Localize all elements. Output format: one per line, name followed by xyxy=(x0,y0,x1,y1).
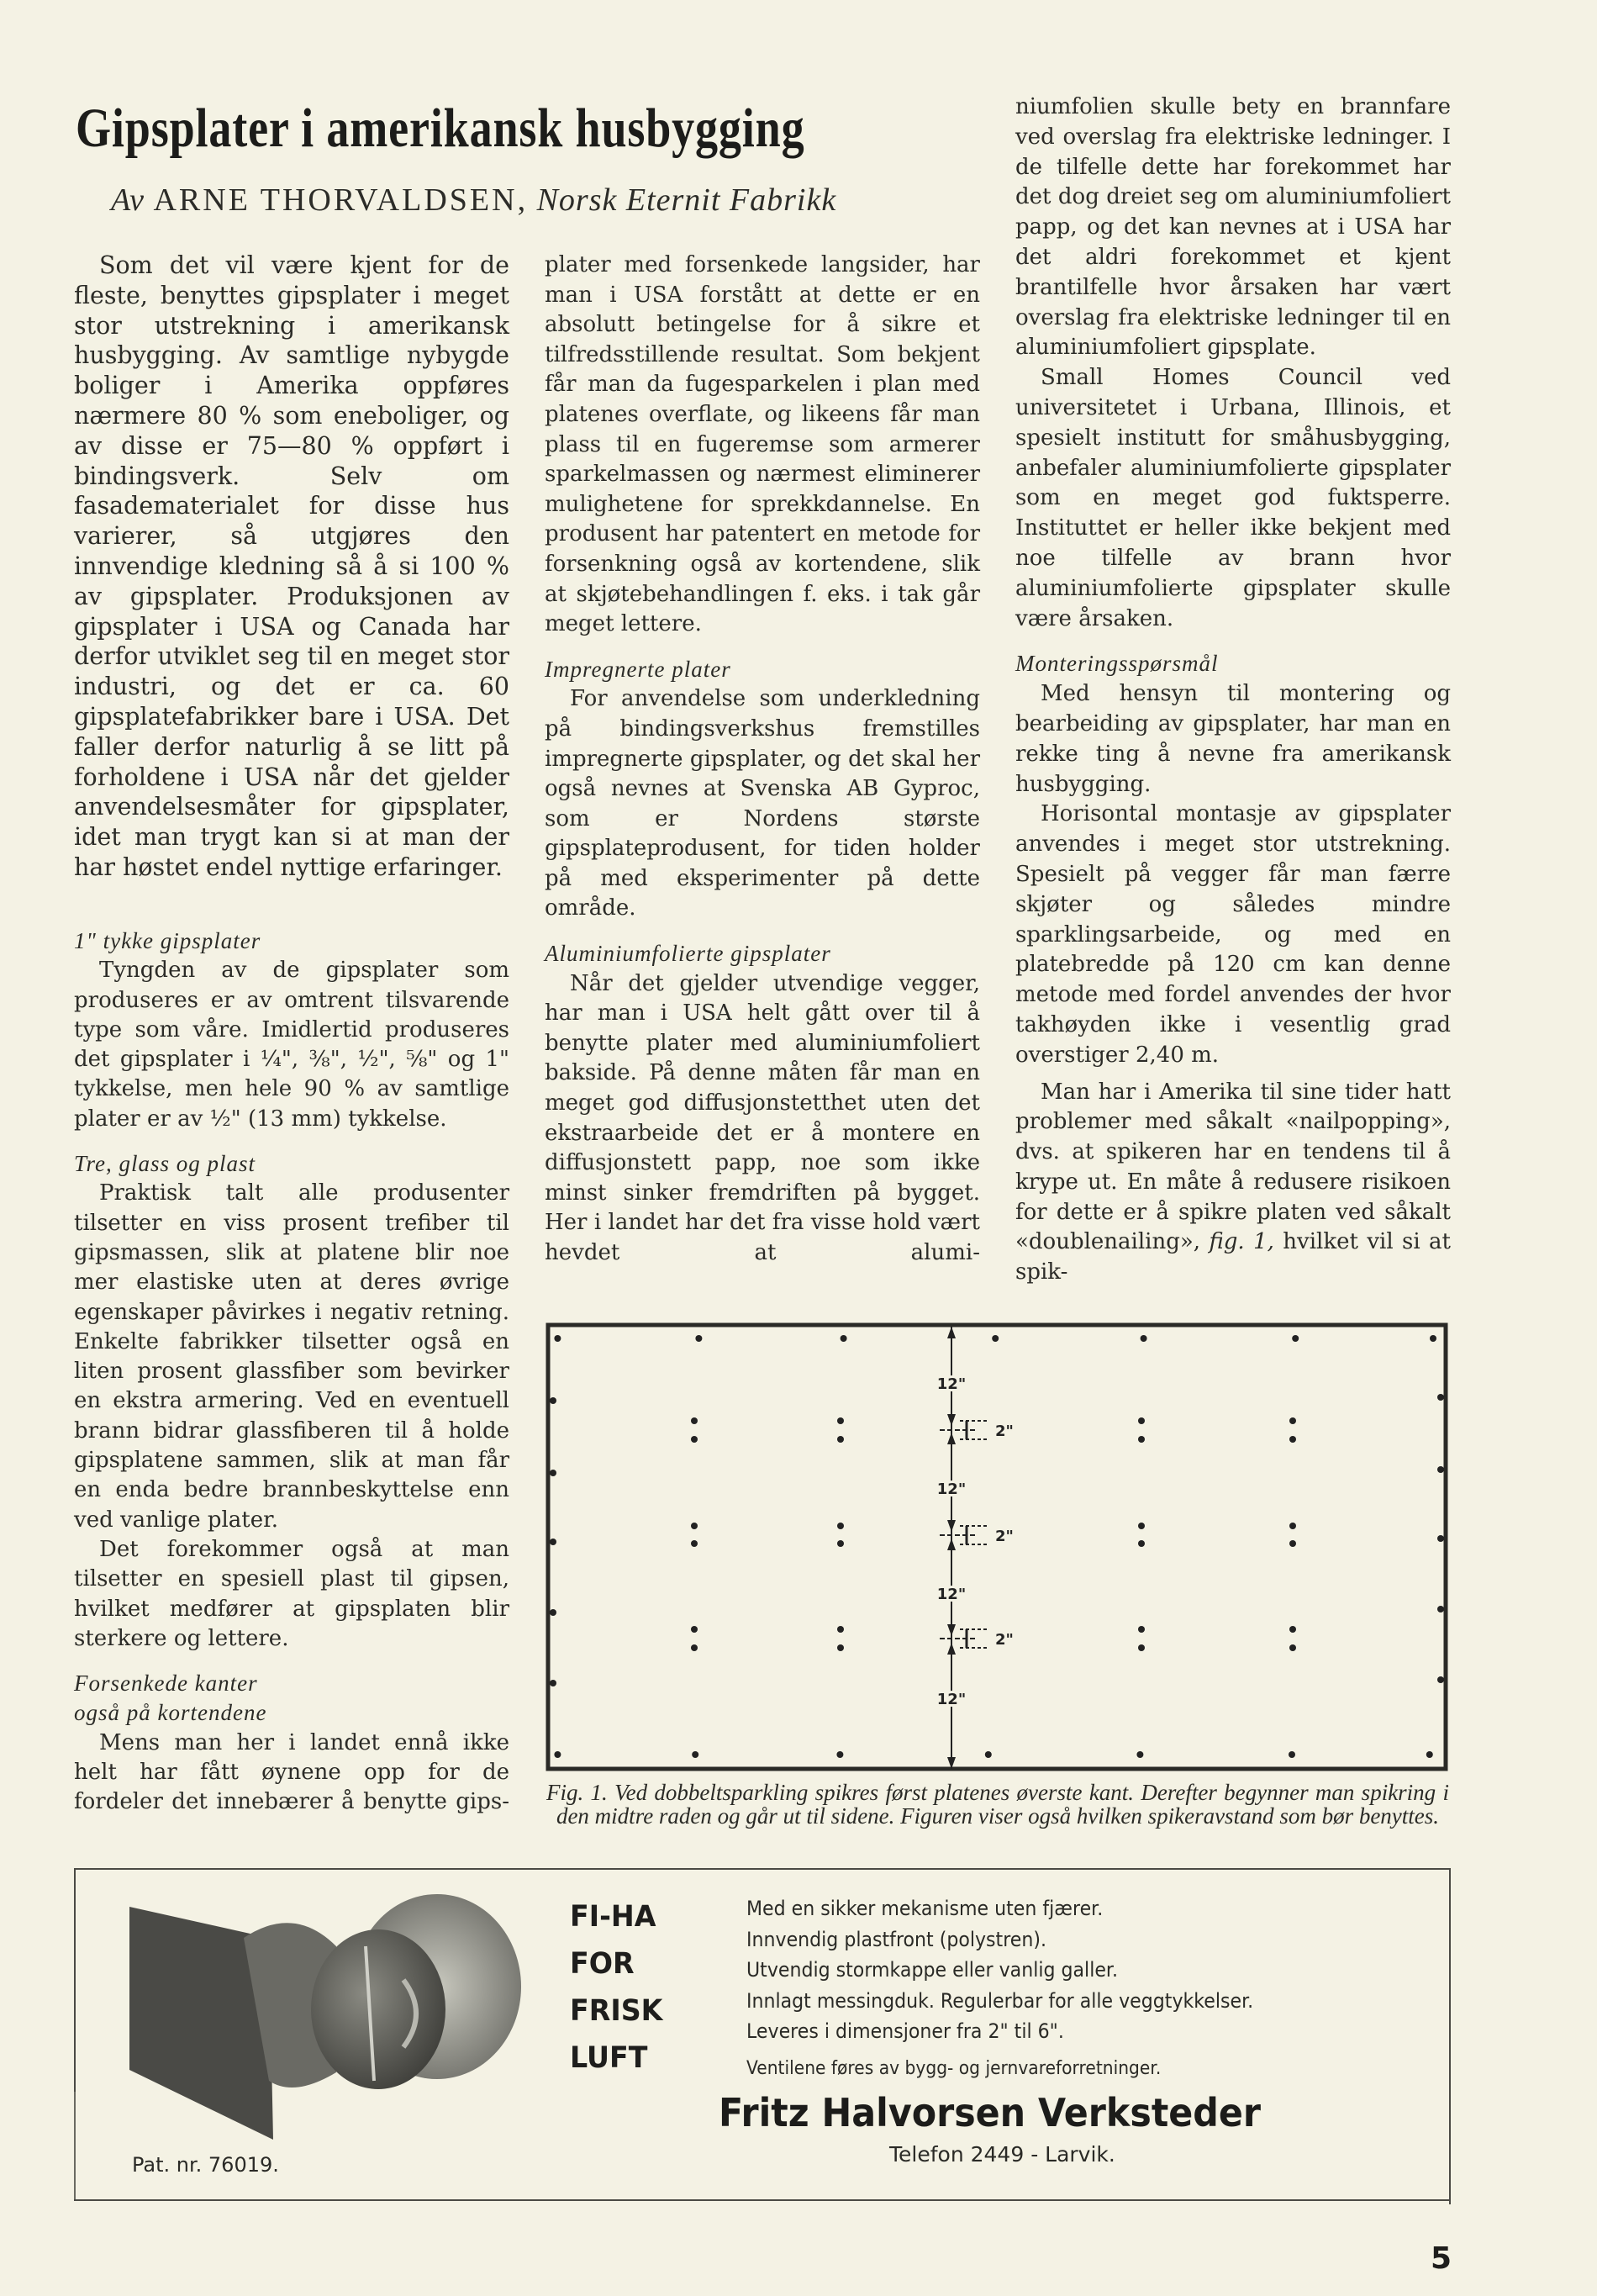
nail-point xyxy=(1136,1751,1143,1758)
paragraph xyxy=(1015,1078,1451,1289)
nail-point xyxy=(1437,1394,1444,1401)
nail-point xyxy=(691,1626,698,1633)
column-2 xyxy=(545,251,980,1269)
ad-left-rule-lower xyxy=(74,2092,76,2199)
ad-slogan xyxy=(570,1893,662,2082)
nail-point xyxy=(836,1751,843,1758)
author-affiliation: Norsk Eternit Fabrikk xyxy=(536,182,837,218)
section-heading: Monteringsspørsmål xyxy=(1015,651,1219,677)
nail-point xyxy=(691,1644,698,1651)
column-1 xyxy=(74,926,509,1818)
ad-features xyxy=(746,1893,1253,2084)
nail-point xyxy=(841,1335,847,1342)
feature-item: Med en sikker mekanisme uten fjærer. xyxy=(746,1897,1104,1920)
nail-point xyxy=(692,1751,698,1758)
paragraph: For anvendelse som underkledning på bindingsverkshus fremstilles impregnerte gipsplater, og det skal her også nevnes at Svenska AB Gyproc, som er Nordens største gipsplateprodusent, for tiden holder på med eksperimenter på dette område. xyxy=(545,686,980,921)
section-heading: Impregnerte plater xyxy=(545,656,731,682)
nail-point xyxy=(1437,1676,1444,1683)
paragraph: Small Homes Council ved universitetet i Urbana, Illinois, et spesielt institutt for småhusbygging, anbefaler aluminiumfolierte gipsplater som en meget god fuktsperre. Instituttet er heller ikke bekjent med noe tilfelle av brann hvor aluminiumfolierte gipsplater skulle være årsaken. xyxy=(1015,365,1451,631)
nail-point xyxy=(691,1540,698,1547)
paragraph: Mens man her i landet ennå ikke helt har fått øynene opp for de fordeler det innebærer å benytte gips- xyxy=(74,1729,509,1815)
arrowhead-up xyxy=(947,1433,956,1444)
nail-point xyxy=(837,1417,844,1424)
nail-point xyxy=(550,1470,556,1476)
nail-point xyxy=(992,1335,999,1342)
ventilation-valve-photo xyxy=(126,1887,530,2140)
intro-paragraph: Som det vil være kjent for de fleste, benyttes gipsplater i meget stor utstrekning i amerikansk husbygging. Av samtlige nybygde boliger i Amerika oppføres nærmere 80 % som eneboliger, og av disse er 75—80 % oppført i bindingsverk. Selv om fasadematerialet for disse hus varierer, så utgjøres den innvendige kledning så å si 100 % av gipsplater. Produksjonen av gipsplater i USA og Canada har derfor utviklet seg til en meget stor industri, og det er ca. 60 gipsplatefabrikker bare i USA. Det faller derfor naturlig å se litt på forholdene i USA når det gjelder anvendelsesmåter for gipsplater, idet man trygt kan si at man der har høstet endel nyttige erfaringer. xyxy=(74,251,509,881)
section-heading: Aluminiumfolierte gipsplater xyxy=(545,941,831,967)
nailing-diagram-svg xyxy=(545,1322,1451,1776)
nail-point xyxy=(1289,1417,1296,1424)
nail-point xyxy=(1437,1535,1444,1542)
dimension-lines xyxy=(937,1327,1014,1769)
slogan-line: FOR xyxy=(570,1947,635,1981)
slogan-line: FRISK xyxy=(570,1994,663,2028)
plate-outline xyxy=(548,1325,1446,1769)
nail-point xyxy=(1138,1417,1145,1424)
valve-image xyxy=(126,1887,530,2140)
dimension-label: 12" xyxy=(936,1586,967,1603)
byline-prefix: Av xyxy=(111,182,145,218)
feature-item: Innvendig plastfront (polystren). xyxy=(746,1927,1047,1951)
ad-right-rule xyxy=(1449,1868,1451,2204)
ad-bottom-rule xyxy=(74,2199,1451,2201)
slogan-line: FI-HA xyxy=(570,1900,656,1934)
nail-point xyxy=(1289,1540,1296,1547)
paragraph: Horisontal montasje av gipsplater anvendes i meget stor utstrekning. Spesielt på vegger får man færre skjøter og således mindre sparklingsarbeide, og med en platebredde på 120 cm kan denne metode med fordel anvendes der hvor takhøyden ikke i vesentlig grad overstiger 2,40 m. xyxy=(1015,801,1451,1068)
dimension-label: 12" xyxy=(936,1691,967,1708)
byline xyxy=(111,182,836,219)
paragraph-text: Man har i Amerika til sine tider hatt problemer med såkalt «nailpopping», dvs. at spikeren har en tendens til å krype ut. En måte å redusere risikoen for dette er å spikre platen ved såkalt «doublenailing», xyxy=(1015,1079,1451,1255)
nail-point xyxy=(1289,1644,1296,1651)
paragraph-text: hvilket vil si at spik- xyxy=(1015,1229,1452,1285)
nail-point xyxy=(1437,1606,1444,1612)
nail-point xyxy=(837,1626,844,1633)
nail-point xyxy=(695,1335,702,1342)
pair-spacing-label: 2" xyxy=(995,1528,1014,1545)
nail-point xyxy=(1426,1751,1433,1758)
paragraph: Praktisk talt alle produsenter tilsetter en viss prosent trefiber til gipsmassen, slik at platene blir noe mer elastiske uten at deres øvrige egenskaper påvirkes i negativ retning. Enkelte fabrikker tilsetter også en liten prosent glassfiber som bevirker en ekstra armering. Ved en eventuell brann bidrar glassfiberen til å holde gipsplatene sammen, slik at man får en enda bedre brannbeskyttelse enn ved vanlige plater. xyxy=(74,1180,509,1533)
nail-point xyxy=(1292,1335,1299,1342)
nail-point xyxy=(691,1436,698,1443)
nail-point xyxy=(1430,1335,1436,1342)
company-name: Fritz Halvorsen Verksteder xyxy=(719,2090,1262,2135)
paragraph: plater med forsenkede langsider, har man i USA forstått at dette er en absolutt betingelse for å sikre et tilfredsstillende resultat. Som bekjent får man da fugesparkelen i plan med platenes overflate, og likeens får man plass til en fugeremse som armerer sparkelmassen og nærmest eliminerer mulighetene for sprekkdannelse. En produsent har patentert en metode for forsenkning også av kortendene, slik at skjøtebehandlingen f. eks. i tak går meget lettere. xyxy=(545,252,980,637)
arrowhead-down xyxy=(947,1624,956,1636)
paragraph: Når det gjelder utvendige vegger, har man i USA helt gått over til å benytte plater med aluminiumfoliert bakside. På denne måten får man en meget god diffusjonstetthet uten det ekstraarbeide det er å montere en diffusjonstett papp, noe som ikke minst sinker fremdriften på bygget. Her i landet har det fra visse hold vært hevdet at alumi- xyxy=(545,970,980,1265)
section-heading: 1" tykke gipsplater xyxy=(74,928,261,953)
figure-caption: Fig. 1. Ved dobbeltsparkling spikres først platenes øverste kant. Derefter begynner man spikring i den midtre raden og går ut til sidene. Figuren viser også hvilken spikeravstand som bør benyttes. xyxy=(546,1780,1449,1829)
company-contact: Telefon 2449 - Larvik. xyxy=(889,2142,1115,2167)
arrowhead-up xyxy=(947,1327,956,1338)
paragraph: niumfolien skulle bety en brannfare ved overslag fra elektriske ledninger. I de tilfelle dette har forekommet har det dog dreiet seg om aluminiumfoliert papp, og det kan nevnes at i USA har det aldri forekommet et kjent brantilfelle hvor årsaken har vært overslag fra elektriske ledninger til en aluminiumfoliert gipsplate. xyxy=(1015,94,1451,361)
feature-item: Utvendig stormkappe eller vanlig galler. xyxy=(746,1958,1118,1982)
nail-point xyxy=(550,1609,556,1616)
page-number: 5 xyxy=(1431,2241,1452,2276)
paragraph: Det forekommer også at man tilsetter en spesiell plast til gipsen, hvilket medfører at gipsplaten blir sterkere og lettere. xyxy=(74,1536,509,1651)
arrowhead-up xyxy=(947,1643,956,1655)
nail-point xyxy=(1138,1626,1145,1633)
paragraph: Med hensyn til montering og bearbeiding av gipsplater, har man en rekke ting å nevne fra amerikansk husbygging. xyxy=(1015,681,1451,797)
section-heading: Forsenkede kanter xyxy=(74,1671,258,1697)
pair-spacing-label: 2" xyxy=(995,1631,1014,1649)
section-heading: Tre, glass og plast xyxy=(74,1151,256,1177)
nail-point xyxy=(1289,1626,1296,1633)
section-heading: også på kortendene xyxy=(74,1700,267,1726)
nail-point xyxy=(1138,1436,1145,1443)
nail-point xyxy=(550,1539,556,1545)
author-name: ARNE THORVALDSEN, xyxy=(153,182,529,218)
nail-point xyxy=(1138,1523,1145,1529)
paragraph: Tyngden av de gipsplater som produseres er av omtrent tilsvarende type som våre. Imidlertid produseres det gipsplater i ¼", ⅜", ½", ⅝" og 1" tykkelse, men hele 90 % av samtlige plater er av ½" (13 mm) tykkelse. xyxy=(74,958,509,1132)
ad-top-rule xyxy=(74,1868,1451,1870)
feature-item: Innlagt messingduk. Regulerbar for alle veggtykkelser. xyxy=(746,1988,1254,2013)
nail-point xyxy=(554,1751,561,1758)
nail-points xyxy=(550,1335,1444,1758)
nail-point xyxy=(1289,1523,1296,1529)
nail-point xyxy=(1138,1540,1145,1547)
nail-point xyxy=(1437,1466,1444,1473)
nail-point xyxy=(550,1680,556,1686)
nail-point xyxy=(691,1417,698,1424)
patent-number: Pat. nr. 76019. xyxy=(132,2153,279,2177)
nail-point xyxy=(837,1436,844,1443)
pair-spacing-label: 2" xyxy=(995,1422,1014,1440)
dimension-label: 12" xyxy=(936,1375,967,1393)
retail-note: Ventilene føres av bygg- og jernvareforretninger. xyxy=(746,2057,1162,2079)
slogan-line: LUFT xyxy=(570,2041,648,2075)
ad-left-rule xyxy=(74,1868,76,2129)
nail-point xyxy=(837,1644,844,1651)
nail-point xyxy=(691,1523,698,1529)
figure-reference: fig. 1, xyxy=(1209,1229,1274,1255)
nail-point xyxy=(1289,1436,1296,1443)
column-3 xyxy=(1015,92,1451,1288)
nail-point xyxy=(837,1540,844,1547)
nail-point xyxy=(1289,1751,1295,1758)
feature-item: Leveres i dimensjoner fra 2" til 6". xyxy=(746,2019,1064,2043)
nail-point xyxy=(554,1335,561,1342)
nail-point xyxy=(550,1397,556,1404)
nail-point xyxy=(837,1523,844,1529)
arrowhead-down xyxy=(947,1520,956,1532)
article-title: Gipsplater i amerikansk husbygging xyxy=(76,98,805,159)
column-1-intro xyxy=(74,251,509,883)
nail-point xyxy=(1138,1644,1145,1651)
figure-nailing-diagram xyxy=(545,1322,1451,1776)
dimension-label: 12" xyxy=(936,1481,967,1498)
arrowhead-up xyxy=(947,1539,956,1550)
nail-point xyxy=(1141,1335,1147,1342)
arrowhead-down xyxy=(947,1414,956,1426)
nail-point xyxy=(985,1751,992,1758)
